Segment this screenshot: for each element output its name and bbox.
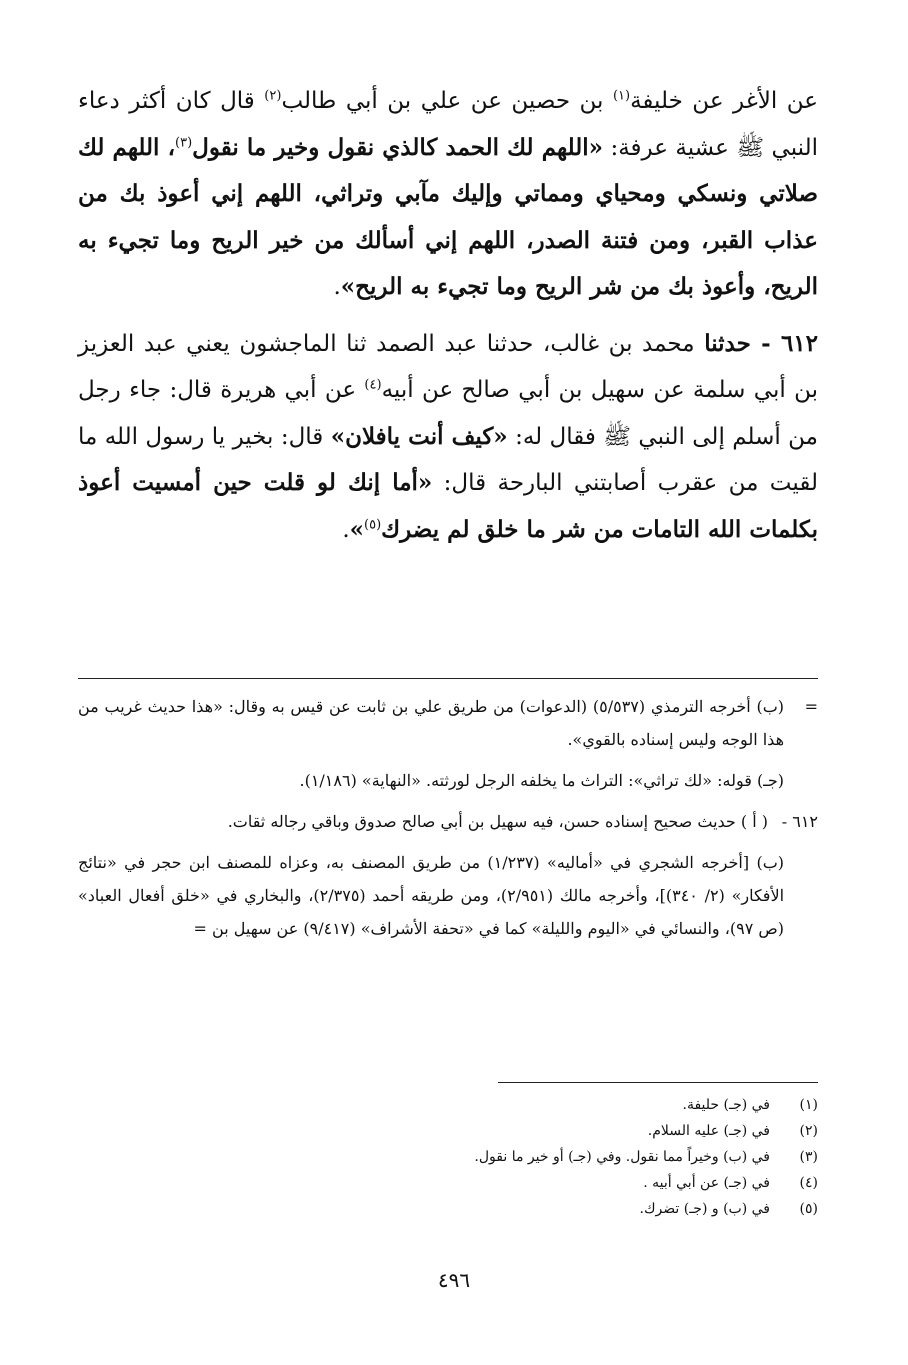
text-run: عن أبي هريرة قال: جاء رجل من أسلم إلى النبي ﷺ فقال له: (78, 377, 819, 450)
text-run: عن الأغر عن خليفة (630, 88, 818, 114)
footnote-1 (218, 1092, 818, 1118)
page-number: ٤٩٦ (437, 1268, 471, 1292)
note-text: (جـ) قوله: «لك تراثي»: التراث ما يخلفه الرجل لورثته. «النهاية» (١/١٨٦). (299, 771, 784, 790)
hadith-quote: «اللهم لك الحمد كالذي نقول وخير ما نقول (192, 133, 603, 161)
hadith-quote: «أما إنك لو قلت حين أمسيت أعوذ بكلمات الله التامات من شر ما خلق لم يضرك (78, 469, 818, 543)
footnotes (218, 1092, 818, 1222)
footnote-number: (٤) (799, 1175, 818, 1191)
footnote-number: (٥) (799, 1201, 818, 1217)
footnote-ref-2: (٢) (264, 88, 282, 104)
continuation-marker: = (804, 697, 818, 716)
footnote-text: في (ب) وخيراً مما نقول. وفي (جـ) أو خير ما نقول. (474, 1149, 770, 1165)
footnote-number: (١) (799, 1097, 818, 1113)
footnote-3 (218, 1144, 818, 1170)
footnote-text: في (ب) و (جـ) تضرك. (639, 1201, 770, 1217)
text-run: . (342, 516, 350, 543)
note-b (78, 690, 818, 756)
section-divider (78, 678, 818, 679)
paragraph-612 (78, 321, 818, 554)
note-612-b (78, 846, 818, 945)
footnote-ref-5: (٥) (364, 516, 382, 532)
text-run: محمد بن غالب، حدثنا عبد الصمد ثنا الماجشون يعني عبد العزيز بن أبي سلمة عن سهيل بن أبي صالح عن أبيه (78, 330, 818, 403)
note-612-a (78, 805, 818, 838)
text-run: قال كان أكثر دعاء النبي ﷺ عشية عرفة: (78, 88, 818, 161)
main-text (78, 78, 818, 553)
footnote-text: في (جـ) حليفة. (682, 1097, 770, 1113)
footnote-5 (218, 1196, 818, 1222)
text-run: بن حصين عن علي بن أبي طالب (281, 88, 613, 114)
paragraph-1 (78, 78, 818, 311)
footnote-divider (498, 1082, 818, 1083)
footnote-number: (٣) (799, 1149, 818, 1165)
hadith-number: ٦١٢ - حدثنا (704, 329, 818, 357)
footnote-number: (٢) (799, 1123, 818, 1139)
footnote-ref-4: (٤) (364, 377, 382, 393)
note-text: (ب) [أخرجه الشجري في «أماليه» (١/٢٣٧) من طريق المصنف به، وعزاه للمصنف ابن حجر في «نتائج الأفكار» (٢/ ٣٤٠)]، وأخرجه مالك (٢/٩٥١)، ومن طريقه أحمد (٢/٣٧٥)، والبخاري في «خلق أفعال العباد» (ص ٩٧)، والنسائي في «اليوم والليلة» كما في «تحفة الأشراف» (٩/٤١٧) عن سهيل بن = (78, 853, 785, 938)
note-j (78, 764, 818, 797)
footnote-text: في (جـ) عليه السلام. (647, 1123, 770, 1139)
footnote-ref-1: (١) (612, 88, 631, 104)
commentary-notes (78, 690, 818, 953)
footnote-ref-3: (٣) (175, 134, 193, 150)
note-text: ( أ ) حديث صحيح إسناده حسن، فيه سهيل بن أبي صالح صدوق وباقي رجاله ثقات. (227, 812, 768, 831)
text-run: قال: بخير يا رسول الله ما لقيت من عقرب أصابتني البارحة قال: (78, 423, 818, 496)
note-text: (ب) أخرجه الترمذي (٥/٥٣٧) (الدعوات) من طريق علي بن ثابت عن قيس به وقال: «هذا حديث غريب من هذا الوجه وليس إسناده بالقوي». (78, 697, 784, 749)
hadith-quote: «كيف أنت يافلان» (330, 422, 508, 450)
text-run: . (333, 274, 341, 300)
hadith-quote: » (349, 515, 365, 543)
hadith-note-number: ٦١٢ - (781, 812, 818, 831)
footnote-4 (218, 1170, 818, 1196)
hadith-quote: ، اللهم لك صلاتي ونسكي ومحياي ومماتي وإليك مآبي وتراثي، اللهم إني أعوذ بك من عذاب القبر، ومن فتنة الصدر، اللهم إني أسألك من خير الريح وما تجيء به الريح، وأعوذ بك من شر الريح وما تجيء به الريح» (78, 133, 818, 300)
footnote-text: في (جـ) عن أبي أبيه . (643, 1175, 770, 1191)
footnote-2 (218, 1118, 818, 1144)
